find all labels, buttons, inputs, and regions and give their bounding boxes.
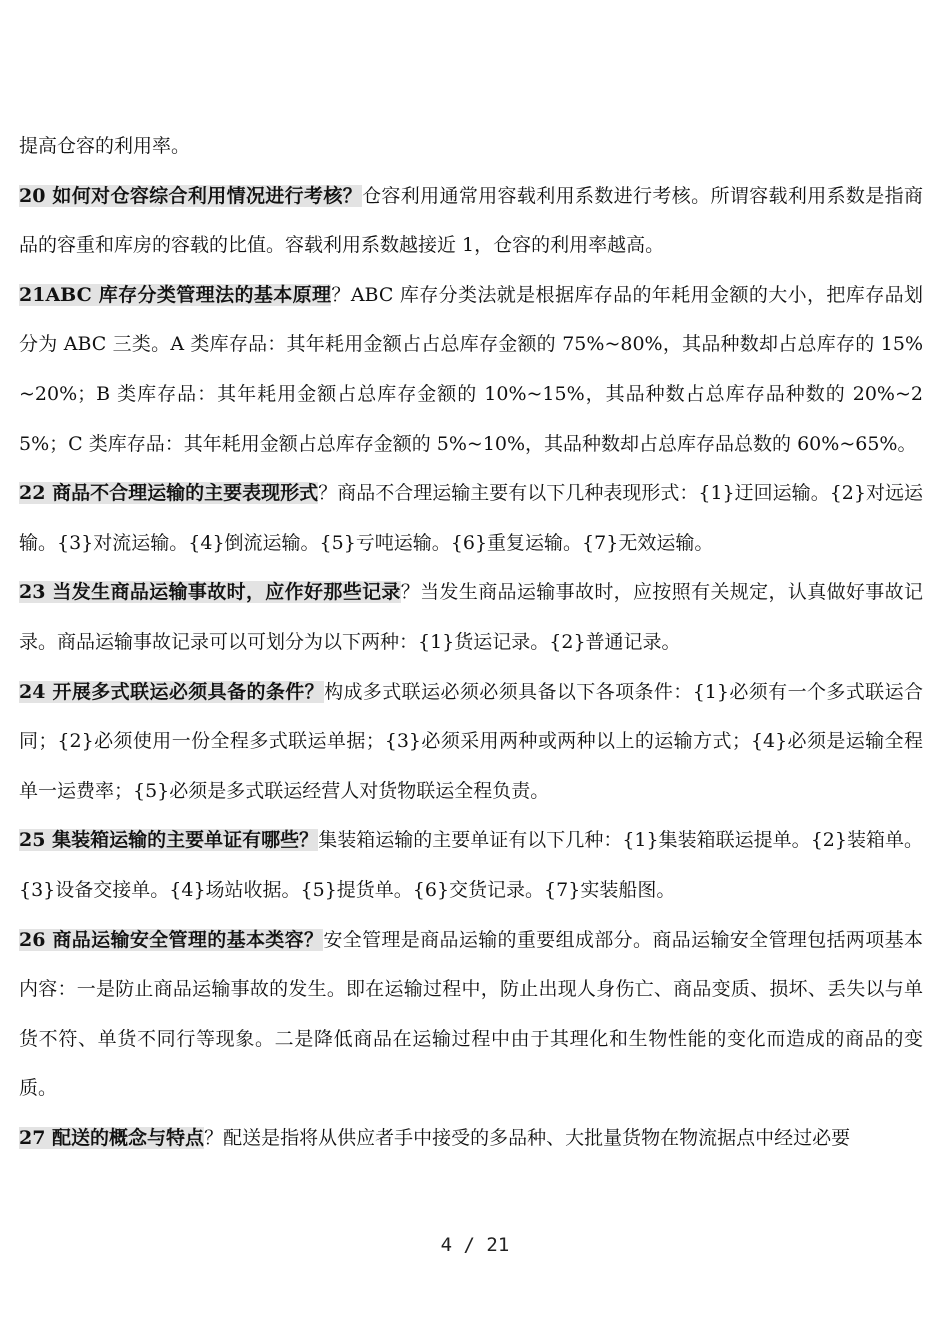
question-25 (19, 816, 923, 915)
question-20-answer: 仓容利用通常用容载利用系数进行考核。所谓容载利用系数是指商品的容重和库房的容载的比值。容载利用系数越接近 1，仓容的利用率越高。 (19, 184, 923, 257)
question-21 (19, 271, 923, 469)
paragraph-0 (19, 122, 923, 172)
question-26-title: 26 商品运输安全管理的基本类容？ (19, 928, 324, 951)
question-26-answer: 安全管理是商品运输的重要组成部分。商品运输安全管理包括两项基本内容：一是防止商品运输事故的发生。即在运输过程中，防止出现人身伤亡、商品变质、损坏、丢失以与单货不符、单货不同行等现象。二是降低商品在运输过程中由于其理化和生物性能的变化而造成的商品的变质。 (19, 928, 923, 1100)
question-26 (19, 916, 923, 1114)
question-24-answer: 构成多式联运必须必须具备以下各项条件：{1}必须有一个多式联运合同；{2}必须使用一份全程多式联运单据；{3}必须采用两种或两种以上的运输方式；{4}必须是运输全程单一运费率；{5}必须是多式联运经营人对货物联运全程负责。 (19, 680, 923, 802)
question-24-title: 24 开展多式联运必须具备的条件？ (19, 680, 325, 703)
page-number: 4 / 21 (440, 1234, 510, 1256)
question-24 (19, 668, 923, 817)
question-23-title: 23 当发生商品运输事故时，应作好那些记录 (19, 581, 401, 604)
question-25-title: 25 集装箱运输的主要单证有哪些？ (19, 829, 319, 852)
question-27-answer: ？配送是指将从供应者手中接受的多品种、大批量货物在物流据点中经过必要 (204, 1126, 851, 1149)
question-22 (19, 469, 923, 568)
question-22-answer: ？商品不合理运输主要有以下几种表现形式：{1}迂回运输。{2}对远运输。{3}对流运输。{4}倒流运输。{5}亏吨运输。{6}重复运输。{7}无效运输。 (19, 482, 923, 554)
question-20 (19, 172, 923, 271)
question-20-title: 20 如何对仓容综合利用情况进行考核？ (19, 184, 363, 207)
question-23 (19, 568, 923, 667)
question-23-answer: ？当发生商品运输事故时，应按照有关规定，认真做好事故记录。商品运输事故记录可以可划分为以下两种：{1}货运记录。{2}普通记录。 (19, 581, 923, 653)
document-body (19, 122, 923, 1163)
question-22-title: 22 商品不合理运输的主要表现形式 (19, 482, 319, 505)
question-21-title: 21ABC 库存分类管理法的基本原理 (19, 283, 332, 306)
question-27 (19, 1114, 923, 1164)
question-21-answer: ？ABC 库存分类法就是根据库存品的年耗用金额的大小，把库存品划分为 ABC 三类。A 类库存品：其年耗用金额占占总库存金额的 75%~80%，其品种数却占总库存的 15%~20%；B 类库存品：其年耗用金额占总库存金额的 10%~15%，其品种数占总库存品种数的 20%~25%；C 类库存品：其年耗用金额占总库存金额的 5%~10%，其品种数却占总库存品总数的 60%~65%。 (19, 283, 923, 455)
question-27-title: 27 配送的概念与特点 (19, 1126, 205, 1149)
question-25-answer: 集装箱运输的主要单证有以下几种：{1}集装箱联运提单。{2}装箱单。{3}设备交接单。{4}场站收据。{5}提货单。{6}交货记录。{7}实装船图。 (19, 829, 923, 901)
paragraph-0-text: 提高仓容的利用率。 (19, 135, 191, 157)
